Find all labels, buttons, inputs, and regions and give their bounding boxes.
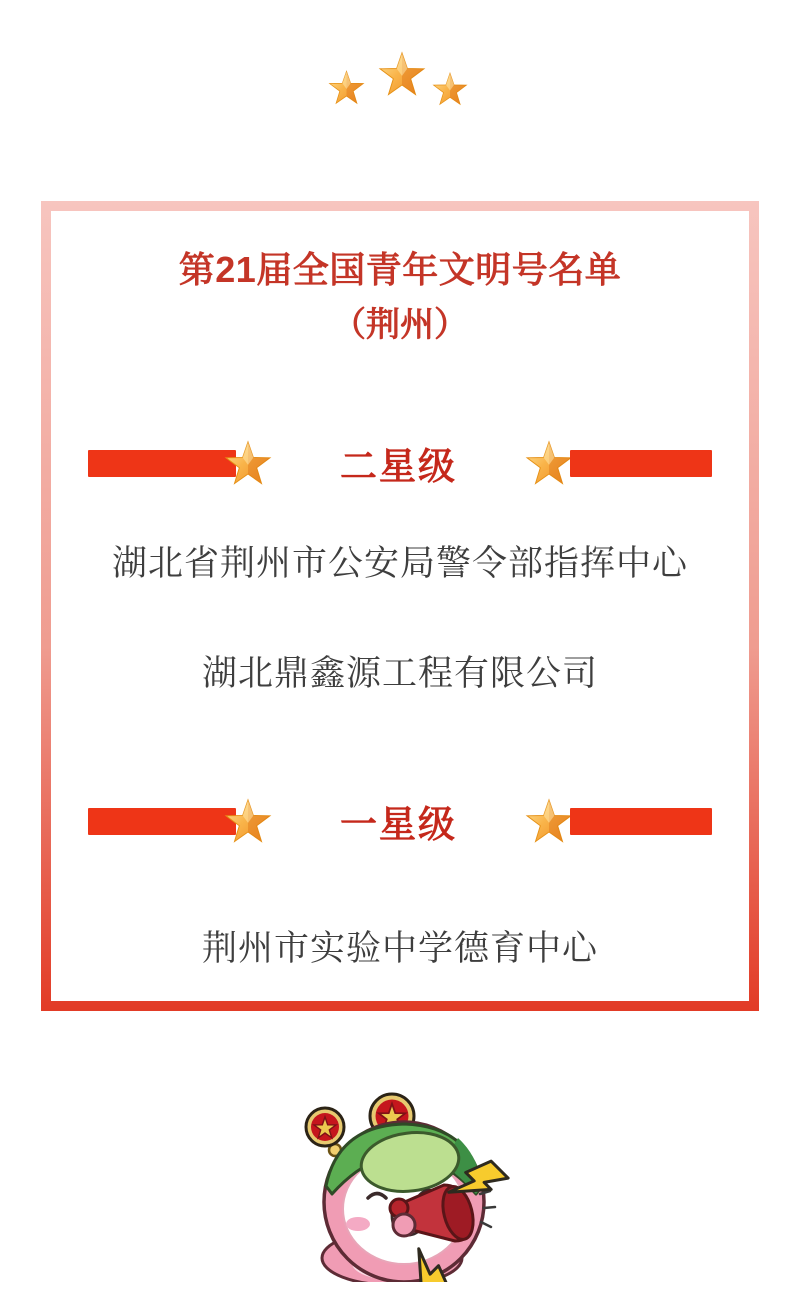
entry-name: 荆州市实验中学德育中心	[201, 929, 598, 968]
entry-name: 湖北鼎鑫源工程有限公司	[201, 654, 598, 693]
gold-star-icon	[525, 439, 573, 487]
mascot-illustration	[292, 1082, 532, 1282]
award-card	[41, 201, 759, 1011]
section-banner-two-star	[88, 438, 712, 488]
gold-star-icon	[432, 71, 468, 107]
section-level-label: 二星级	[340, 446, 457, 487]
award-card-inner	[51, 211, 749, 1001]
entry-name: 湖北省荆州市公安局警令部指挥中心	[111, 544, 688, 583]
card-subtitle: （荆州）	[332, 306, 468, 344]
gold-star-icon	[378, 50, 426, 98]
gold-star-icon	[328, 69, 365, 106]
gold-star-icon	[224, 439, 272, 487]
mascot-blush	[346, 1217, 370, 1231]
section-level-label: 一星级	[340, 804, 457, 845]
banner-bar-right	[570, 450, 712, 477]
top-decorative-stars	[0, 0, 800, 170]
banner-bar-left	[88, 808, 236, 835]
banner-bar-left	[88, 450, 236, 477]
megaphone-mascot-icon	[292, 1082, 532, 1282]
gold-star-icon	[224, 797, 272, 845]
section-banner-one-star	[88, 796, 712, 846]
banner-bar-right	[570, 808, 712, 835]
star-medal-icon	[306, 1108, 344, 1146]
gold-star-icon	[525, 797, 573, 845]
card-title: 第21届全国青年文明号名单	[178, 249, 622, 290]
